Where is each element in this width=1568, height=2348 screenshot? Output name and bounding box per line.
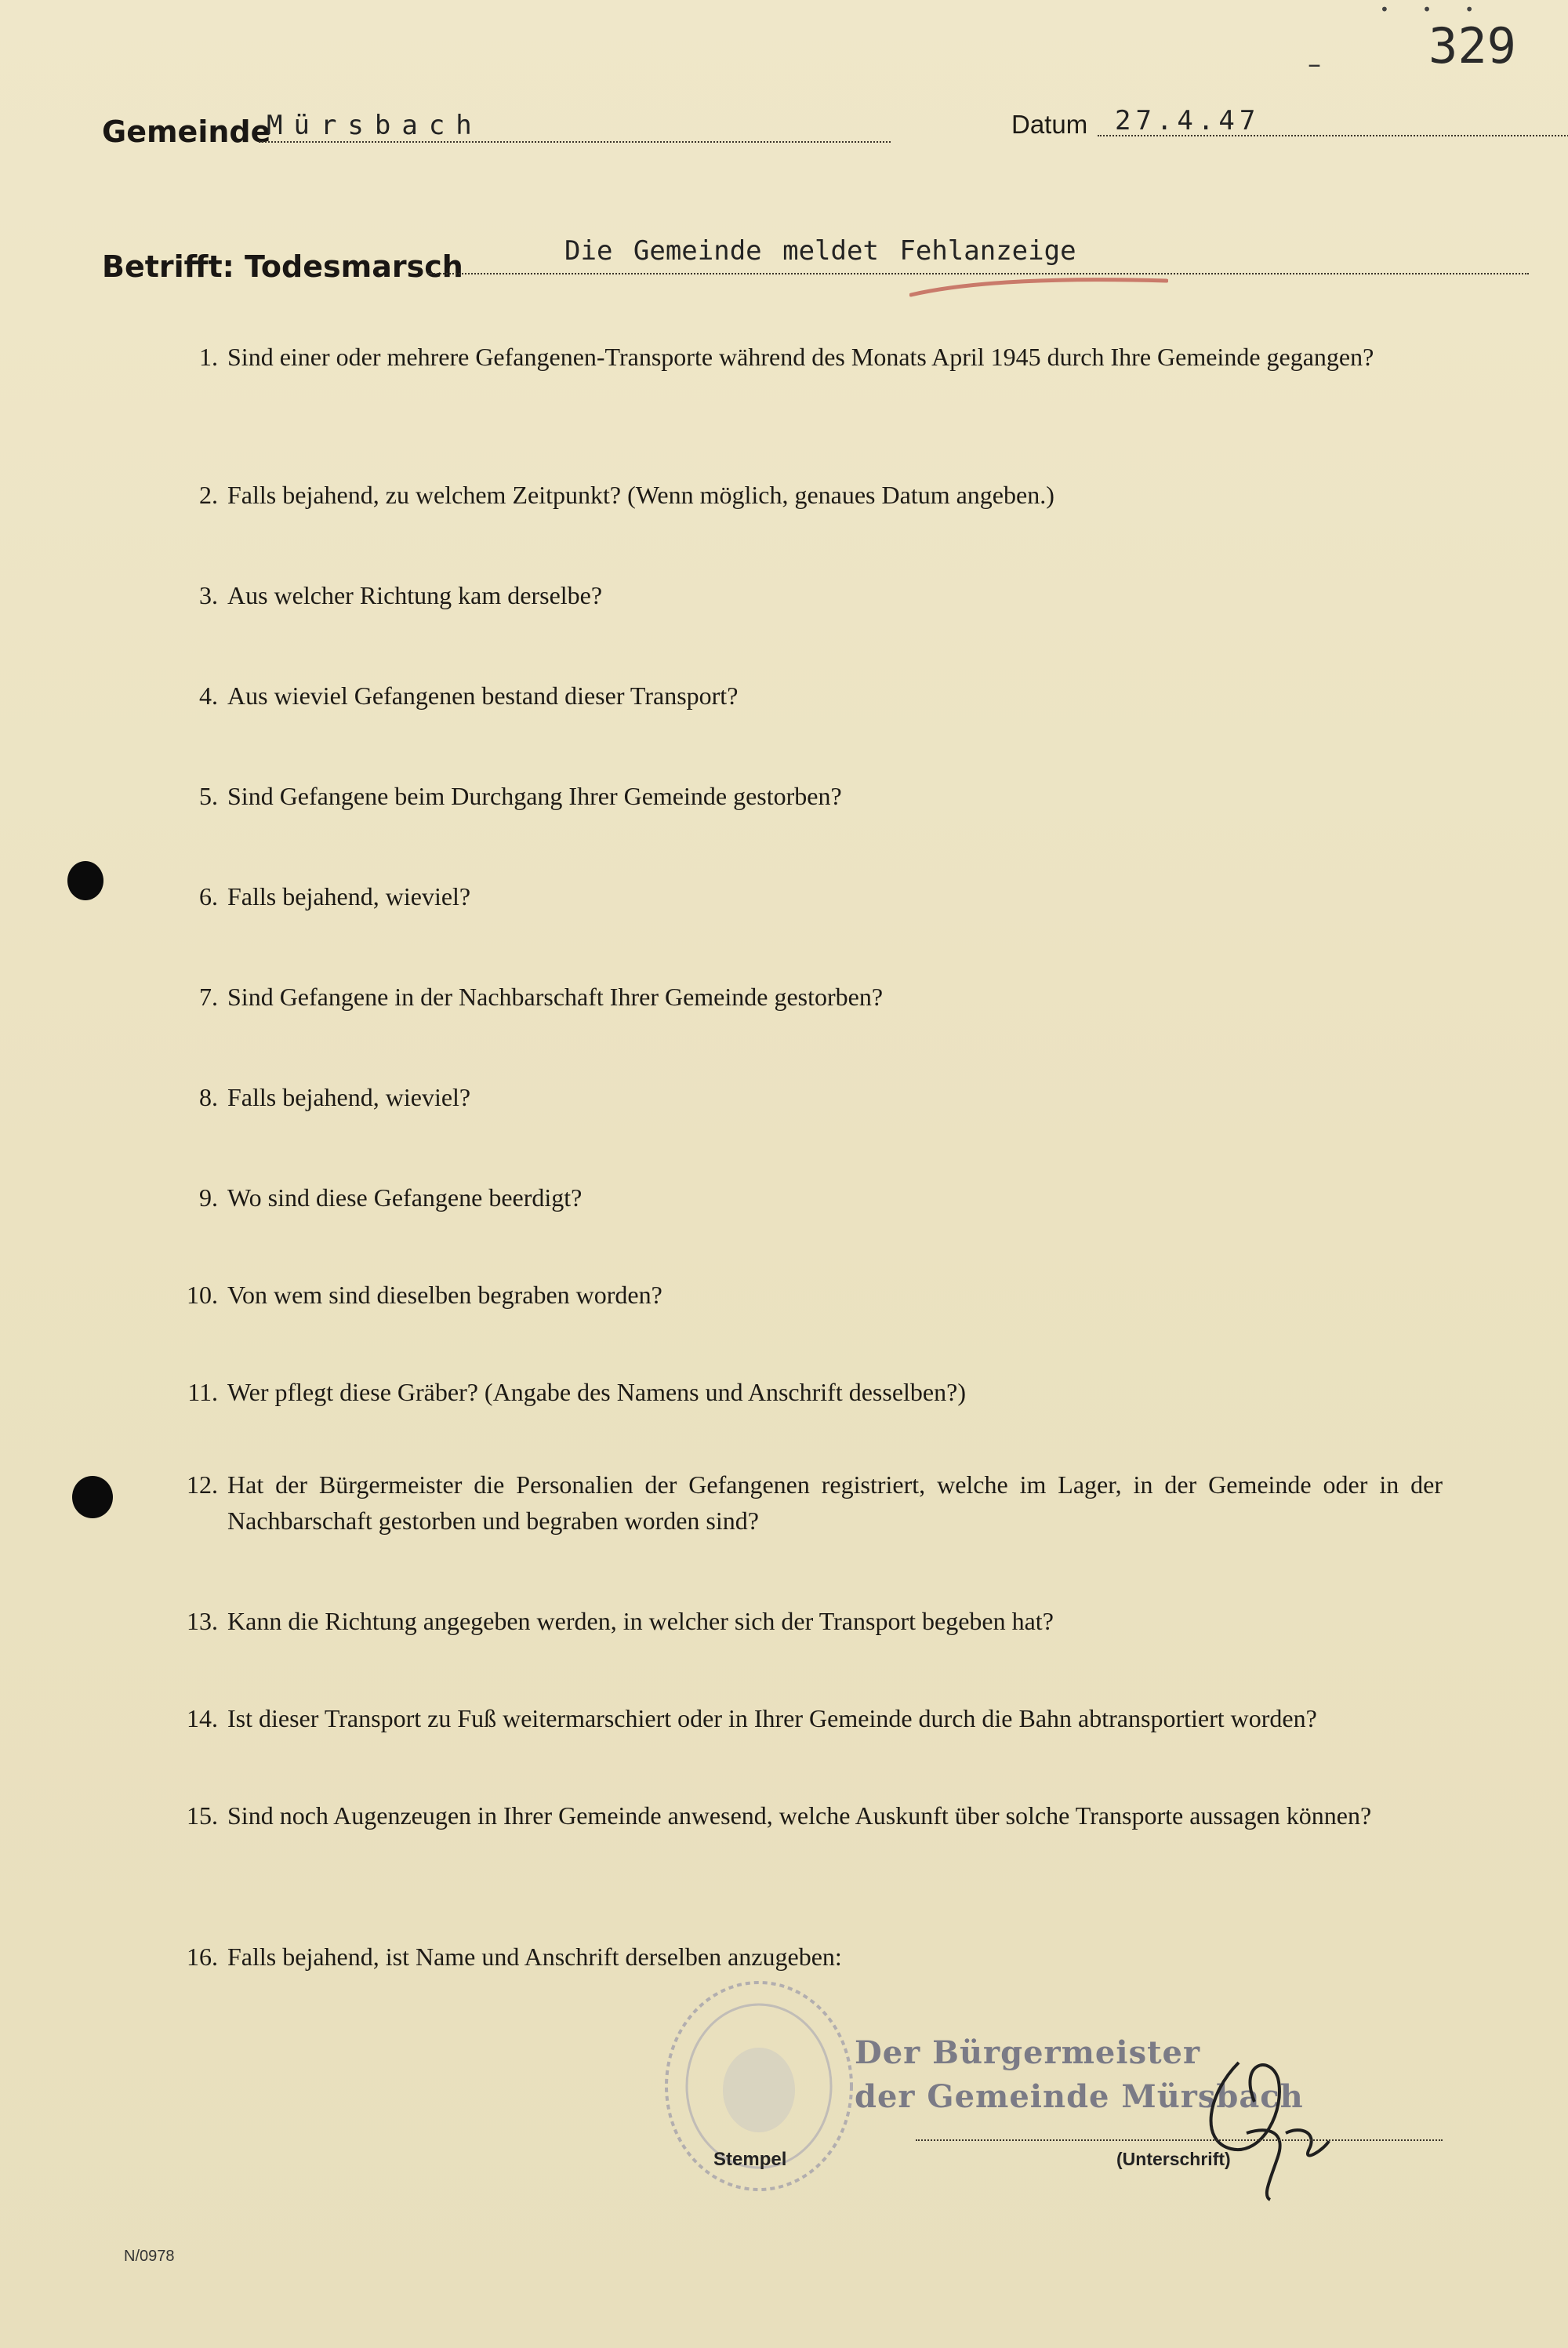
signature-line [916,2139,1443,2141]
question-text: Wer pflegt diese Gräber? (Angabe des Namens und Anschrift desselben?) [227,1378,966,1406]
question-text: Aus wieviel Gefangenen bestand dieser Transport? [227,682,739,710]
handwritten-signature [1192,2031,1333,2204]
question-number: 16. [187,1943,218,1971]
betrifft-label: Betrifft: Todesmarsch [102,249,463,284]
question-item [172,477,1443,513]
datum-row [1011,105,1435,144]
datum-value: 27.4.47 [1115,105,1261,136]
question-number: 4. [199,682,218,710]
datum-label: Datum [1011,110,1088,139]
question-number: 1. [199,343,218,371]
question-text: Falls bejahend, zu welchem Zeitpunkt? (Wenn möglich, genaues Datum angeben.) [227,481,1054,509]
gemeinde-label: Gemeinde [102,114,271,149]
question-item [172,1467,1443,1539]
question-item [172,1700,1443,1736]
question-item [172,778,1443,814]
question-item [172,1797,1443,1834]
question-item [172,878,1443,914]
mayor-stamp-line1: Der Bürgermeister [855,2034,1201,2071]
question-item [172,1277,1443,1313]
question-item [172,678,1443,714]
betrifft-value: Die Gemeinde meldet Fehlanzeige [564,235,1076,267]
question-text: Sind einer oder mehrere Gefangenen-Transporte während des Monats April 1945 durch Ihre Gemeinde gegangen? [227,343,1374,371]
question-item [172,1603,1443,1639]
form-id: N/0978 [124,2248,175,2265]
question-text: Von wem sind dieselben begraben worden? [227,1281,662,1309]
question-text: Falls bejahend, wieviel? [227,882,471,910]
question-number: 15. [187,1801,218,1830]
question-number: 8. [199,1083,218,1111]
mayor-stamp-line2: der Gemeinde Mürsbach [855,2078,1304,2115]
question-number: 5. [199,782,218,810]
question-item [172,1374,1443,1410]
stempel-label: Stempel [713,2149,787,2170]
question-number: 9. [199,1183,218,1212]
gemeinde-value: Mürsbach [267,110,483,141]
question-item [172,339,1443,375]
question-text: Falls bejahend, ist Name und Anschrift derselben anzugeben: [227,1943,842,1971]
question-number: 7. [199,983,218,1011]
question-number: 3. [199,581,218,609]
question-number: 11. [187,1378,218,1406]
question-item [172,1179,1443,1216]
red-pencil-mark [909,274,1168,298]
question-number: 13. [187,1607,218,1635]
question-text: Aus welcher Richtung kam derselbe? [227,581,603,609]
question-text: Ist dieser Transport zu Fuß weitermarschiert oder in Ihrer Gemeinde durch die Bahn abtransportiert worden? [227,1704,1317,1732]
page-number: 329 [1428,17,1516,75]
corner-dots: • • • [1380,0,1489,19]
question-text: Sind Gefangene in der Nachbarschaft Ihrer Gemeinde gestorben? [227,983,884,1011]
question-item [172,577,1443,613]
gemeinde-row [102,110,792,149]
punch-hole [67,861,103,900]
question-item [172,979,1443,1015]
unterschrift-label: (Unterschrift) [1116,2149,1231,2169]
question-number: 6. [199,882,218,910]
question-item [172,1939,1443,1975]
question-text: Wo sind diese Gefangene beerdigt? [227,1183,583,1212]
question-number: 2. [199,481,218,509]
mayor-stamp [855,2031,1304,2119]
question-text: Sind Gefangene beim Durchgang Ihrer Gemeinde gestorben? [227,782,842,810]
punch-hole [72,1476,113,1518]
question-text: Hat der Bürgermeister die Personalien der Gefangenen registriert, welche im Lager, in der Gemeinde oder in der Nachbarschaft gestorben und begraben worden sind? [227,1470,1443,1535]
question-number: 14. [187,1704,218,1732]
betrifft-row [102,235,1435,282]
corner-marks: – [1308,49,1321,80]
question-text: Sind noch Augenzeugen in Ihrer Gemeinde anwesend, welche Auskunft über solche Transporte aussagen können? [227,1801,1372,1830]
question-text: Kann die Richtung angegeben werden, in welcher sich der Transport begeben hat? [227,1607,1054,1635]
question-number: 10. [187,1281,218,1309]
question-text: Falls bejahend, wieviel? [227,1083,471,1111]
question-number: 12. [187,1470,218,1499]
question-item [172,1079,1443,1115]
